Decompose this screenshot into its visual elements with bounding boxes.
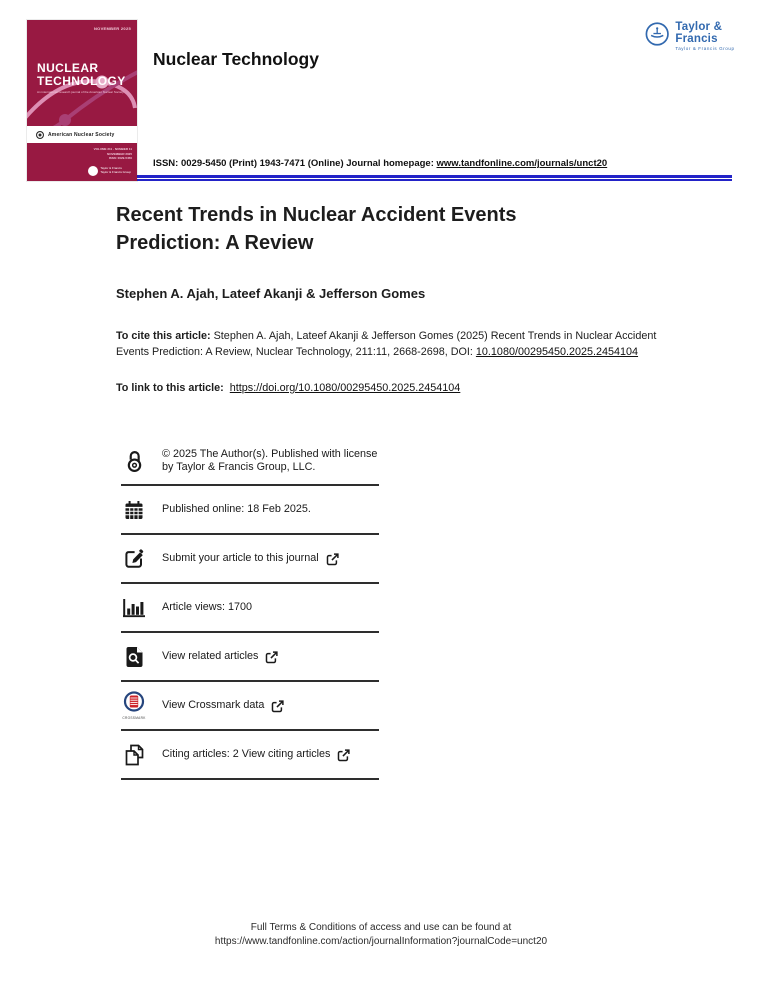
cover-subtitle: An international research journal of the American Nuclear Society bbox=[37, 90, 124, 94]
external-link-icon bbox=[265, 651, 278, 664]
crossmark-link[interactable]: View Crossmark data bbox=[162, 699, 265, 711]
external-link-icon bbox=[271, 700, 284, 713]
publisher-name: Taylor & Francis bbox=[675, 21, 723, 45]
cover-issue-label: NOVEMBER 2025 bbox=[93, 26, 131, 31]
open-access-icon bbox=[121, 449, 147, 473]
submit-article-link[interactable]: Submit your article to this journal bbox=[162, 552, 319, 564]
publisher-tagline: Taylor & Francis Group bbox=[675, 46, 735, 51]
journal-cover-image bbox=[27, 20, 137, 181]
external-link-icon bbox=[326, 553, 339, 566]
citing-articles-icon bbox=[121, 744, 147, 766]
journal-title: Nuclear Technology bbox=[153, 49, 319, 69]
cover-footer-strip bbox=[27, 143, 137, 181]
license-text: © 2025 The Author(s). Published with license by Taylor & Francis Group, LLC. bbox=[162, 447, 378, 473]
article-views-row bbox=[121, 584, 379, 633]
citing-articles-link[interactable]: Citing articles: 2 View citing articles bbox=[162, 748, 331, 760]
article-info-list bbox=[121, 437, 379, 780]
citation-paragraph bbox=[116, 329, 661, 360]
cover-front bbox=[27, 20, 137, 126]
published-online-row bbox=[121, 486, 379, 535]
terms-url[interactable]: https://www.tandfonline.com/action/journalInformation?journalCode=unct20 bbox=[214, 936, 548, 947]
cover-volume-info: VOLUME 211 · NUMBER 11 NOVEMBER 2025 ISSN: 0029-5450 bbox=[93, 147, 132, 160]
article-title: Recent Trends in Nuclear Accident Events Prediction: A Review bbox=[116, 204, 517, 254]
crossmark-row[interactable] bbox=[121, 682, 379, 731]
cite-text: Stephen A. Ajah, Lateef Akanji & Jefferson Gomes (2025) Recent Trends in Nuclear Accident Events Prediction: A Review, Nuclear Technology, 211:11, 2668-2698, DOI: bbox=[116, 330, 657, 358]
external-link-icon bbox=[337, 749, 350, 762]
tf-roundel-icon bbox=[88, 166, 98, 176]
article-authors: Stephen A. Ajah, Lateef Akanji & Jefferson Gomes bbox=[116, 286, 426, 301]
link-to-article-line bbox=[116, 382, 460, 394]
taylor-francis-roundel-icon bbox=[645, 21, 669, 47]
crossmark-caption: CROSSMARK bbox=[122, 716, 146, 720]
published-online-text: Published online: 18 Feb 2025. bbox=[162, 503, 311, 515]
american-nuclear-society-logo-icon bbox=[36, 131, 44, 139]
link-label: To link to this article: bbox=[116, 382, 224, 394]
terms-footer bbox=[0, 921, 762, 949]
cover-journal-title: NUCLEAR TECHNOLOGY bbox=[37, 61, 126, 88]
issn-homepage-line bbox=[153, 158, 607, 169]
crossmark-icon bbox=[121, 691, 147, 720]
publisher-logo bbox=[645, 21, 762, 51]
open-access-row bbox=[121, 437, 379, 486]
bar-chart-icon bbox=[121, 598, 147, 618]
submit-article-row[interactable] bbox=[121, 535, 379, 584]
related-articles-icon bbox=[121, 646, 147, 668]
related-articles-link[interactable]: View related articles bbox=[162, 650, 259, 662]
citing-articles-row[interactable] bbox=[121, 731, 379, 780]
article-doi-link[interactable]: https://doi.org/10.1080/00295450.2025.2454104 bbox=[229, 382, 461, 394]
cite-label: To cite this article: bbox=[116, 330, 211, 342]
issn-text: ISSN: 0029-5450 (Print) 1943-7471 (Online) Journal homepage: bbox=[153, 158, 437, 169]
calendar-icon bbox=[121, 500, 147, 520]
cite-doi-link[interactable]: 10.1080/00295450.2025.2454104 bbox=[475, 345, 639, 358]
related-articles-row[interactable] bbox=[121, 633, 379, 682]
submit-article-icon bbox=[121, 548, 147, 569]
journal-homepage-link[interactable]: www.tandfonline.com/journals/unct20 bbox=[436, 158, 608, 169]
cover-society-band bbox=[27, 126, 137, 143]
society-name: American Nuclear Society bbox=[48, 131, 115, 138]
article-views-text: Article views: 1700 bbox=[162, 601, 253, 613]
cover-publisher-roundel: Taylor & Francis Taylor & Francis Group bbox=[88, 166, 131, 176]
terms-line: Full Terms & Conditions of access and use can be found at bbox=[250, 922, 512, 933]
